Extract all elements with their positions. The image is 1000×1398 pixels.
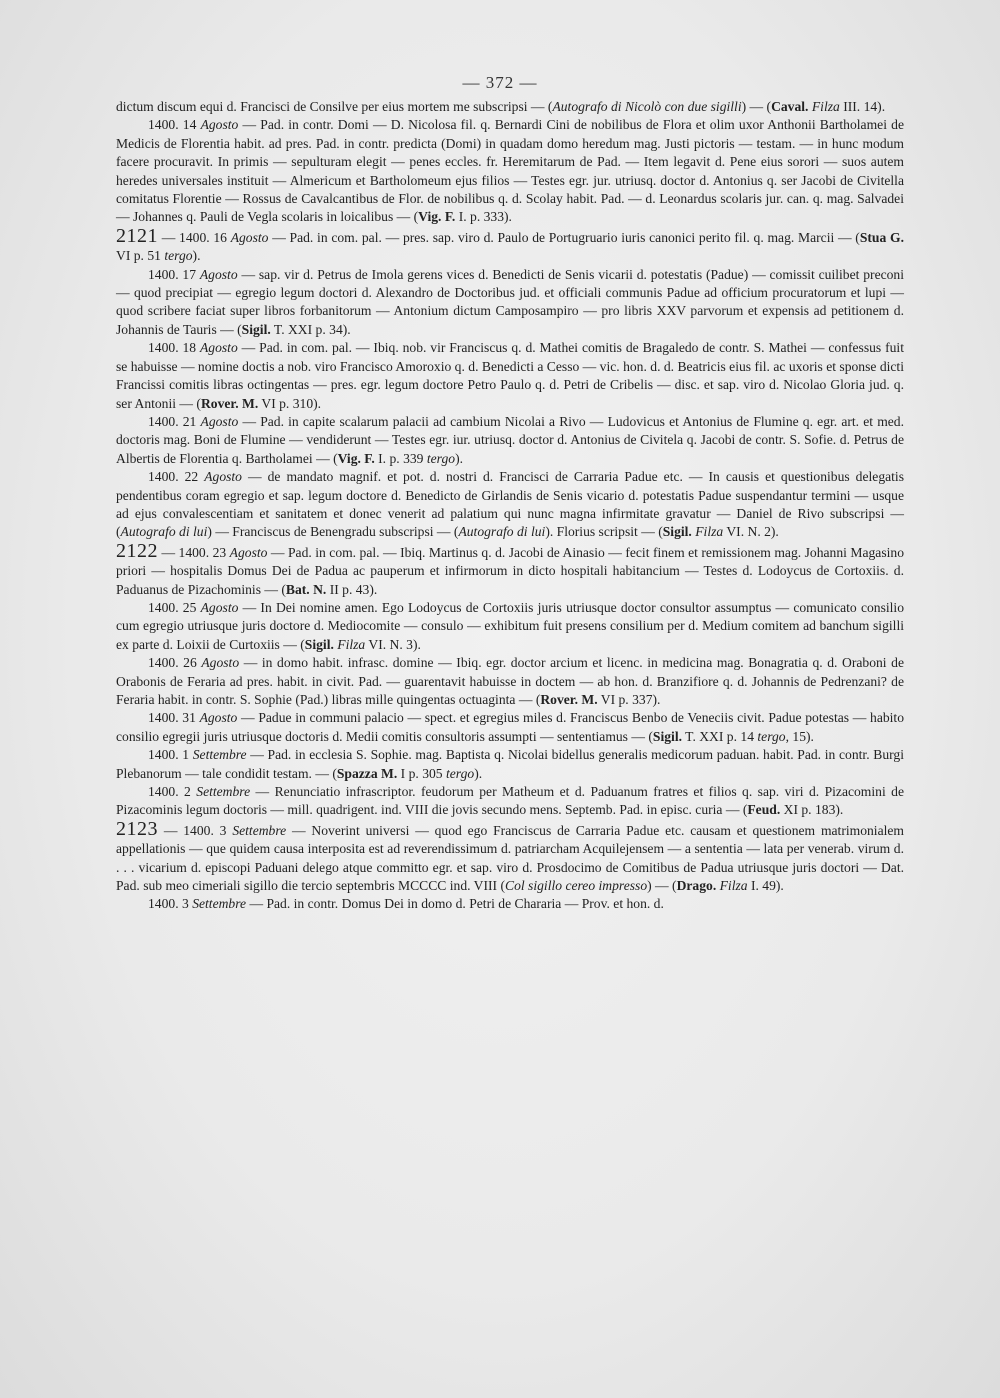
italic-text: tergo (426, 450, 456, 466)
page-number: — 372 — (462, 73, 538, 92)
paragraph-text: ) — ( (647, 878, 677, 894)
archive-reference: Bat. N. (285, 581, 327, 597)
italic-text: Filza (337, 636, 366, 652)
document-entry (116, 817, 904, 896)
paragraph-text: XI p. 183). (780, 802, 844, 818)
italic-text: Agosto (199, 340, 238, 356)
paragraph-text: 1400. 14 (148, 117, 201, 133)
archive-reference: Sigil. (662, 524, 692, 540)
register-entry (116, 709, 904, 746)
archive-reference: Caval. (771, 99, 809, 114)
paragraph-text: 1400. 31 (148, 710, 200, 726)
paragraph-text: — Pad. in capite scalarum palacii ad cambium Nicolai a Rivo — Ludovicus et Antonius de Flumine q. egr. art. et med. doctoris mag. Boni de Flumine — vendiderunt — Testes egr. iur. utriusq. doctor d. Antonius de Civitela q. Jacobi de contr. S. Sofie. d. Petrus de Albertis de Florentia q. Bartholamei — ( (116, 413, 905, 466)
archive-reference: Sigil. (241, 321, 271, 337)
paragraph-text: — Renunciatio infrascriptor. feudorum per Matheum et d. Paduanum fratres et filios q. sap. viri d. Pizacomini de Pizacominis legum doctoris — mill. quadrigent. ind. VIII die jovis secundo mens. Septemb. Pad. in episc. curia — ( (116, 784, 904, 818)
register-entry (116, 339, 904, 413)
paragraph-text: dictum discum equi d. Francisci de Consilve per eius mortem me subscripsi — ( (116, 99, 553, 114)
paragraph-text: — 1400. 23 (158, 544, 230, 560)
italic-text: Col sigillo cereo impresso (505, 878, 648, 894)
italic-text: Settembre (192, 896, 247, 912)
paragraph-text: I. 49). (747, 878, 784, 894)
paragraph-text: T. XXI p. 34). (270, 321, 351, 337)
paragraph-text: — in domo habit. infrasc. domine — Ibiq. egr. doctor arcium et licenc. in medicina mag. Bonagratia q. d. Oraboni de Orabonis de Feraria ad pres. habit. in civit. Pad. — guarentavit habuisse in doctem — ab hon. d. Branzifiore q. d. Johannis de Pedrenzani? de Feraria habit. in contr. S. Sophie (Pad.) libras mille quingentas octuaginta — ( (116, 655, 904, 707)
italic-text: Settembre (192, 747, 247, 763)
italic-text: Autografo di lui (458, 524, 546, 540)
paragraph-text: , 15). (785, 728, 814, 744)
paragraph-text: — de mandato magnif. et pot. d. nostri d. Francisci de Carraria Padue etc. — In causis et questionibus delegatis pendentibus coram egregio et sap. legum doctore d. Benedicto de Girlandis de Senis vicario d. potestatis Padue suspendantur termini — usque ad ejus convalescentiam et sanitatem et donec venerit ad palatium qui nunc magna infirmitate gravatur — Daniel de Rivo subscripsi — ( (116, 469, 904, 540)
italic-text: Autografo di Nicolò con due sigilli (552, 99, 742, 114)
paragraph-text: — Pad. in com. pal. — pres. sap. viro d. Paulo de Portugruario iuris canonici perito fil. q. mag. Marcii — ( (268, 229, 860, 245)
paragraph-text: 1400. 18 (148, 340, 200, 356)
italic-text: Filza (695, 524, 724, 540)
paragraph-text: — 1400. 3 (158, 822, 233, 838)
archive-reference: Vig. F. (337, 450, 375, 466)
paragraph-text: ). (474, 765, 483, 781)
register-entry (116, 654, 904, 709)
register-entry (116, 468, 904, 542)
italic-text: tergo (446, 765, 475, 781)
continuation-paragraph (116, 98, 904, 116)
paragraph-text: — sap. vir d. Petrus de Imola gerens vices d. Benedicti de Senis vicarii d. potestatis (Padue) — comissit cuilibet preconi — quod precipiat — egregio legum doctori d. Alexandro de Doctoribus jud. et officiali communis Padue ad officium procuratorum et lupi — quod scribere faciat super libros forbanitorum — Antonium dictum Camposampiro — pro libris XXV parvorum et expensis ad petitionem d. Johannis de Tauris — ( (116, 266, 905, 337)
paragraph-text: — Noverint universi — quod ego Franciscus de Carraria Padue etc. causam et questionem matrimonialem appellationis — que quidem causa interposita est ad reverendissimum d. patriarcham Acquilejensem — a sententia — lata per venerab. virum d. . . . vicarium d. episcopi Paduani delego atque committo egr. et sap. viro d. Prosdocimo de Comitibus de Padua utriusque juris doctori — Dat. Pad. sub meo cimeriali sigillo die tercio septembris MCCCC ind. VIII ( (116, 822, 904, 894)
document-number: 2121 (116, 224, 158, 247)
paragraph-text: 1400. 1 (148, 747, 193, 763)
paragraph-text: ) — ( (741, 99, 772, 114)
paragraph-text: ). (192, 248, 201, 264)
register-entry (116, 599, 904, 654)
paragraph-text: 1400. 22 (148, 469, 205, 485)
paragraph-text: — Pad. in ecclesia S. Sophie. mag. Baptista q. Nicolai bidellus generalis medicorum paduan. habit. Pad. in contr. Burgi Plebanorum — tale condidit testam. — ( (116, 747, 904, 781)
italic-text: tergo (164, 248, 193, 264)
paragraph-text: I. p. 339 (374, 450, 427, 466)
archive-reference: Drago. (676, 878, 717, 894)
paragraph-text: T. XXI p. 14 (682, 728, 758, 744)
archive-reference: Rover. M. (200, 395, 259, 411)
paragraph-text: 1400. 2 (148, 784, 197, 800)
italic-text: Filza (811, 99, 840, 114)
archive-reference: Vig. F. (418, 209, 456, 225)
italic-text: Agosto (200, 413, 239, 429)
paragraph-text: ) — Franciscus de Benengradu subscripsi — ( (207, 524, 459, 540)
document-number: 2122 (116, 539, 158, 562)
italic-text: Agosto (229, 544, 268, 560)
archive-reference: Sigil. (652, 728, 682, 744)
document-entry (116, 539, 904, 599)
italic-text: Agosto (201, 655, 240, 671)
document-number: 2123 (116, 817, 158, 840)
paragraph-text: VI. N. 3). (365, 636, 421, 652)
register-entry (116, 266, 904, 340)
register-entry (116, 116, 904, 226)
paragraph-text: III. 14). (839, 99, 886, 114)
italic-text: Agosto (230, 229, 269, 245)
paragraph-text: 1400. 21 (148, 413, 201, 429)
register-entry (116, 746, 904, 783)
italic-text: Agosto (200, 599, 239, 615)
italic-text: Agosto (200, 117, 239, 133)
italic-text: Agosto (199, 710, 238, 726)
paragraph-text: I p. 305 (397, 765, 446, 781)
register-entry (116, 895, 904, 913)
paragraph-text: — Pad. in com. pal. — Ibiq. nob. vir Franciscus q. d. Mathei comitis de Bragaledo de contr. S. Mathei — confessus fuit se habuisse — nomine doctis a nob. viro Francisco Amoroxio q. d. Benedicti a Cesso — vic. hon. d. d. Beatricis eius fil. ac uxoris et sponse dicti Francissi comitis libras octingentas — pres. egr. legum doctore Petro Paulo q. d. Petri de Cribelis — disc. et sap. viro d. Nicolao Gloria jud. q. ser Antonii — ( (116, 340, 904, 411)
paragraph-text: ). Florius scripsit — ( (545, 524, 663, 540)
document-entry (116, 224, 904, 266)
italic-text: tergo (757, 728, 786, 744)
paragraph-text: — Pad. in com. pal. — Ibiq. Martinus q. d. Jacobi de Ainasio — fecit finem et remissionem mag. Johanni Magasino priori — hospitalis Domus Dei de Padua ac pauperum et infirmorum in dicto hospitali habitancium — Testes d. Lodoycus de Cortoxiis. d. Paduanus de Pizachominis — ( (116, 544, 904, 597)
paragraph-text: 1400. 26 (148, 655, 202, 671)
paragraph-text: VI. N. 2). (723, 524, 779, 540)
paragraph-text: 1400. 3 (148, 896, 193, 912)
paragraph-text: 1400. 25 (148, 599, 201, 615)
archive-reference: Stua G. (859, 229, 904, 245)
document-body (116, 98, 904, 914)
italic-text: Agosto (199, 266, 238, 282)
paragraph-text: I. p. 333). (455, 209, 512, 225)
paragraph-text: — Pad. in contr. Domus Dei in domo d. Petri de Chararia — Prov. et hon. d. (246, 896, 664, 912)
paragraph-text: — Pad. in contr. Domi — D. Nicolosa fil. q. Bernardi Cini de nobilibus de Flora et olim uxor Anthonii Bartholamei de Medicis de Florentia habit. ad pres. Pad. in contr. predicta (Domi) in quadam domo heredum mag. Justi pictoris — testam. — in hunc modum facere procuravit. In primis — sepulturam elegit — penes eccles. fr. Heremitarum de Pad. — Item legavit d. Pene eius sorori — suos autem heredes universales instituit — Almericum et Bartholomeum ejus filios — Testes egr. jur. utriusq. doctor d. Antonius q. ser Jacobi de Civitella comitatus Florentie — Rossus de Cavalcantibus de Flor. de nobilibus q. d. Scolay habit. Pad. — d. Leonardus scolaris jur. can. q. mag. Salvadei — Johannes q. Pauli de Vegla scolaris in loicalibus — ( (116, 117, 904, 225)
italic-text: Autografo di lui (120, 524, 208, 540)
register-entry (116, 783, 904, 820)
paragraph-text: — 1400. 16 (158, 229, 231, 245)
archive-reference: Feud. (747, 802, 781, 818)
paragraph-text: II p. 43). (326, 581, 378, 597)
paragraph-text: — Padue in communi palacio — spect. et egregius miles d. Franciscus Benbo de Veneciis civit. Padue potestas — habito consilio egregii juris utriusque doctoris d. Medii comitis consultoris assumpti — sententiamus — ( (116, 710, 905, 744)
archive-reference: Sigil. (304, 636, 334, 652)
archive-reference: Rover. M. (540, 692, 598, 707)
paragraph-text: VI p. 337). (597, 692, 661, 707)
italic-text: Filza (719, 878, 748, 894)
paragraph-text: — In Dei nomine amen. Ego Lodoycus de Cortoxiis juris utriusque doctor consultor assumptus — comunicato consilio cum egregio utriusque juris doctore d. Mediocomite — consulo — exhibitum fuit presens consilium per d. Medium comitem ad banchum sigilli ex parte d. Loixii de Curtoxiis — ( (116, 599, 904, 652)
register-entry (116, 413, 904, 468)
italic-text: Agosto (204, 469, 242, 485)
italic-text: Settembre (232, 822, 287, 838)
italic-text: Settembre (196, 784, 251, 800)
paragraph-text: VI p. 310). (258, 395, 322, 411)
paragraph-text: 1400. 17 (148, 266, 200, 282)
archive-reference: Spazza M. (336, 765, 398, 781)
paragraph-text: ). (455, 450, 463, 466)
paragraph-text: VI p. 51 (116, 248, 165, 264)
